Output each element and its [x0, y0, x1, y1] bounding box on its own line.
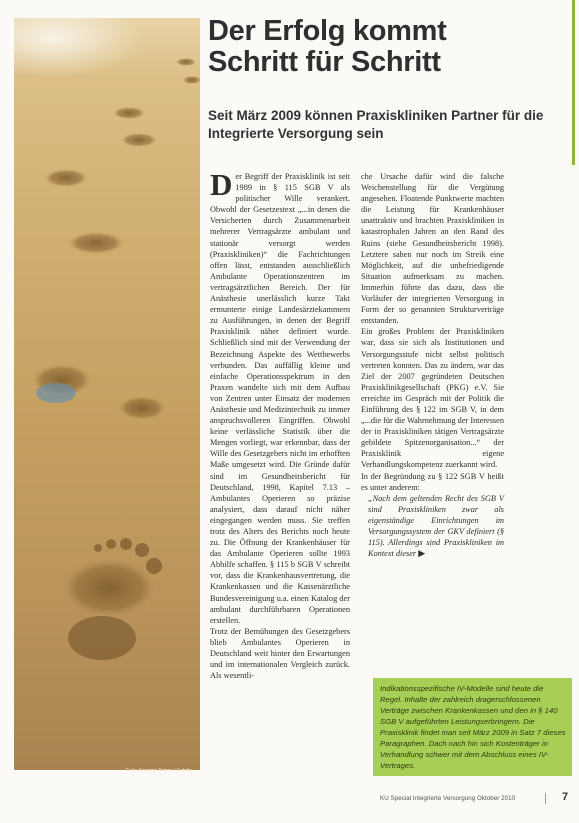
toe — [135, 543, 149, 557]
footprint — [121, 133, 157, 147]
article-title: Der Erfolg kommt Schritt für Schritt — [208, 15, 447, 78]
article-paragraph: Ein großes Problem der Praxiskliniken war, dass sie sich als Institutionen und Versorgungsstufe nicht selbst politisch vertreten konnten. Das zu ändern, war das Ziel der 2007 gegründeten Deutschen Praxisklinikgesellschaft (PKG) e.V. Sie erreichte im Gespräch mit der Politik die Einführung des § 122 im SGB V, in dem „...die für die Wahrnehmung der Interessen der in Praxiskliniken tätigen Vertragsärzte gebildete Spitzenorganisation...“ der Praxisklinik eigene Verhandlungskompetenz zuerkannt wird. — [361, 327, 504, 470]
footprints-illustration — [14, 18, 200, 770]
footprint — [44, 169, 88, 187]
info-box: Indikationsspezifische IV-Modelle sind heute die Regel. Inhalte der zahlreich dragerschlossenen Verträge zwischen Krankenkassen und den in § 140 SGB V aufgeführten Leistungserbringern. Die Praxisklinik findet man seit März 2009 in Satz 7 dieses Paragraphen. Dach nach hin sich Kostenträger in Verhandlung schwer mit dem Abschluss eines IV-Vertrages. — [373, 678, 572, 776]
continue-arrow-icon: ▶ — [418, 548, 426, 559]
page-number: 7 — [562, 791, 569, 803]
footprint — [68, 232, 124, 254]
article-paragraph: In der Begründung zu § 122 SGB V heißt es unter anderem: — [361, 471, 504, 492]
quote-text: „Nach dem geltenden Recht des SGB V sind Praxiskliniken zwar als eigenständige Einrichtungen im Versorgungssystem der GKV definiert (§ 115). Allerdings sind Praxiskliniken im Kontext dieser — [368, 493, 504, 559]
footprint — [183, 76, 201, 84]
toe — [106, 539, 116, 549]
footer-divider — [545, 793, 546, 804]
article-column-2 — [361, 171, 504, 559]
footprint-water — [36, 383, 76, 403]
footprint — [176, 58, 196, 66]
footprint — [118, 396, 166, 420]
article-paragraph — [210, 167, 350, 626]
footprint — [61, 558, 157, 618]
photo-credit: Foto: Krasimir Petrov | Fotolia — [126, 768, 193, 774]
drop-cap: D — [210, 167, 233, 202]
law-quote — [361, 493, 504, 560]
article-subtitle: Seit März 2009 können Praxiskliniken Partner für die Integrierte Versorgung sein — [208, 108, 544, 141]
beach-footprints-photo — [14, 18, 200, 774]
toe — [94, 544, 102, 552]
paragraph-text: er Begriff der Praxisklinik ist seit 1989 in § 115 SGB V als politischer Wille verankert. Obwohl der Gesetzestext „...in denen die Versicherten durch Zusammenarbeit mehrerer Vertragsärzte ambulant und stationär versorgt werden (Praxiskliniken)“ die Fachrichtungen offen lässt, entstanden ausschließlich Ambulante Operationszentren im vertragsärztlichen Bereich. Der für Anästhesie unerlässlich kurze Takt ermunterte einige Landesärztekammern zu Ausführungen, in denen der Begriff Praxisklinik näher definiert wurde. Schließlich sind mit der Verwendung der Bezeichnung Aspekte des Wettbewerbs verbunden. Das auffällig kleine und einfache Operationsspektrum in den Praxen wandelte sich mit dem Aufbau von Zentren unter Einsatz der modernen Anästhesie und Medizintechnik zu immer anspruchsvolleren Eingriffen. Obwohl keine verlässliche Statistik über die Mengen vorliegt, war erkennbar, dass der Wille des Gesetzgebers nicht im erhofften Maße umgesetzt wird. Die Gründe dafür sind im Gesundheitsbericht für Deutschland, 1998, Kapitel 7.13 – Ambulantes Operieren so präzise analysiert, dass darauf nicht näher eingegangen werden muss. Sie treffen trotz des Alters des Berichts noch heute zu. Die Öffnung der Krankenhäuser für das Ambulante Operieren sollte 1993 Abhilfe schaffen. § 115 b SGB V schreibt vor, dass die Krankenhausvertretung, die Krankenkassen und die Kassenärztliche Bundesvereinigung u.a. einen Katalog der ambulant durchführbaren Operationen erstellen. — [210, 172, 350, 625]
toe — [120, 538, 132, 550]
article-paragraph: Trotz der Bemühungen des Gesetzgebers blieb Ambulantes Operieren in Deutschland weit hinter den Erwartungen und im internationalen Vergleich zurück. Als wesentli- — [210, 626, 350, 681]
footprint — [113, 107, 145, 119]
article-paragraph: che Ursache dafür wird die falsche Weichenstellung für die Vergütung angesehen. Floatende Punktwerte machten die Leistung für Krankenhäuser unattraktiv und brachten Praxiskliniken in katastrophalen Jahren an den Rand des Ruins (siehe Gesundheitsbericht 1998). Letztere sahen nur noch im Streik eine Möglichkeit, auf die unbefriedigende Situation aufmerksam zu machen. Immerhin führte das dazu, dass die Vorläufer der integrierten Versorgung in Form der so genannten Strukturverträge entstanden. — [361, 172, 504, 326]
footer-text: KU Special Integrierte Versorgung Oktober 2010 — [380, 795, 516, 802]
footprint-heel — [68, 616, 136, 660]
toe — [146, 558, 162, 574]
accent-line — [572, 0, 575, 165]
article-column-1 — [210, 167, 350, 681]
